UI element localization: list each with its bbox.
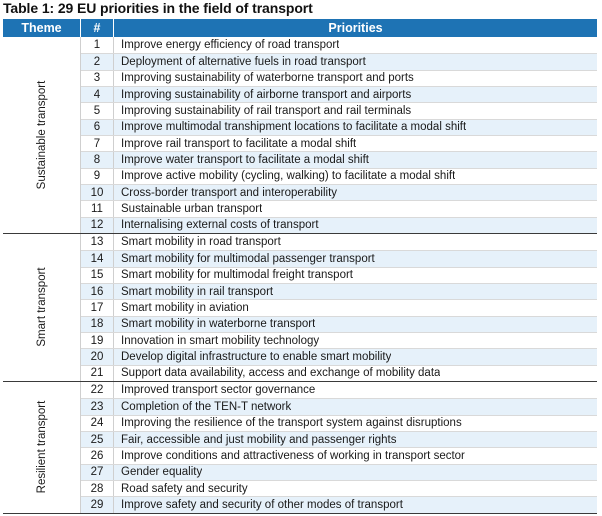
priority-number: 8 [81,152,114,167]
priority-number: 29 [81,497,114,512]
table-row [81,283,597,299]
header-priorities: Priorities [328,21,383,35]
priority-number: 12 [81,218,114,233]
priority-text: Smart mobility for multimodal freight transport [121,269,353,282]
priority-text: Road safety and security [121,482,248,495]
table-row [81,348,597,364]
priority-text: Smart mobility in road transport [121,236,281,249]
priority-number: 10 [81,185,114,200]
table-row [81,53,597,69]
theme-cell [3,234,81,381]
theme-group [3,382,597,513]
priority-text: Improve water transport to facilitate a modal shift [121,153,369,166]
priority-number: 22 [81,382,114,398]
theme-label: Resilient transport [35,400,48,494]
priority-number: 23 [81,399,114,414]
priority-text: Smart mobility in rail transport [121,285,274,298]
priority-text: Improved transport sector governance [121,384,316,397]
header-number: # [81,19,114,37]
priority-number: 18 [81,317,114,332]
table-row [81,447,597,463]
priority-number: 4 [81,87,114,102]
theme-group [3,37,597,234]
priority-text: Smart mobility in aviation [121,301,249,314]
priority-number: 3 [81,71,114,86]
table-header [3,19,597,37]
table-row [81,365,597,381]
priority-number: 17 [81,300,114,315]
table-row [81,168,597,184]
table-row [81,217,597,233]
table-row [81,431,597,447]
group-rows [81,37,597,233]
priority-number: 7 [81,136,114,151]
table-row [81,119,597,135]
priority-number: 6 [81,120,114,135]
priority-number: 19 [81,333,114,348]
table-row [81,184,597,200]
theme-cell [3,382,81,513]
table-row [81,37,597,53]
table-row [81,70,597,86]
priority-text: Improving the resilience of the transport system against disruptions [121,417,462,430]
priority-text: Smart mobility in waterborne transport [121,318,316,331]
table-row [81,332,597,348]
priorities-table [3,19,597,514]
priority-text: Completion of the TEN-T network [121,400,292,413]
priority-text: Improving sustainability of waterborne transport and ports [121,72,414,85]
theme-group [3,234,597,382]
table-row [81,135,597,151]
group-rows [81,382,597,513]
priority-number: 13 [81,234,114,250]
priority-number: 26 [81,448,114,463]
table-row [81,234,597,250]
table-row [81,496,597,512]
priority-text: Internalising external costs of transport [121,219,319,232]
table-caption: Table 1: 29 EU priorities in the field of transport [3,0,313,16]
theme-cell [3,37,81,233]
priority-text: Improve multimodal transhipment locations to facilitate a modal shift [121,121,467,134]
priority-text: Fair, accessible and just mobility and passenger rights [121,433,397,446]
table-row [81,102,597,118]
priority-number: 24 [81,416,114,431]
theme-label: Sustainable transport [35,80,48,190]
priority-text: Improving sustainability of rail transport and rail terminals [121,104,412,117]
table-row [81,398,597,414]
table-row [81,267,597,283]
table-row [81,464,597,480]
priority-number: 9 [81,169,114,184]
priority-number: 20 [81,349,114,364]
priority-text: Cross-border transport and interoperability [121,186,338,199]
priority-number: 25 [81,432,114,447]
priority-number: 16 [81,284,114,299]
priority-text: Smart mobility for multimodal passenger transport [121,252,375,265]
priority-text: Develop digital infrastructure to enable smart mobility [121,350,392,363]
priority-text: Improve active mobility (cycling, walking) to facilitate a modal shift [121,170,456,183]
priority-text: Improving sustainability of airborne transport and airports [121,88,412,101]
theme-label: Smart transport [35,267,48,348]
table-row [81,316,597,332]
priority-number: 21 [81,366,114,381]
table-body [3,37,597,513]
priority-number: 14 [81,251,114,266]
table-row [81,299,597,315]
priority-text: Improve energy efficiency of road transport [121,39,340,52]
table-row [81,151,597,167]
priority-number: 28 [81,481,114,496]
header-theme: Theme [3,19,81,37]
group-rows [81,234,597,381]
table-bottom-rule [3,513,597,514]
priority-number: 11 [81,201,114,216]
priority-text: Improve rail transport to facilitate a modal shift [121,137,357,150]
priority-number: 27 [81,465,114,480]
table-row [81,415,597,431]
table-row [81,250,597,266]
priority-number: 5 [81,103,114,118]
table-row [81,86,597,102]
priority-number: 15 [81,268,114,283]
priority-text: Innovation in smart mobility technology [121,334,320,347]
priority-text: Deployment of alternative fuels in road transport [121,55,366,68]
priority-number: 1 [81,37,114,53]
priority-text: Support data availability, access and exchange of mobility data [121,367,441,380]
priority-text: Sustainable urban transport [121,202,263,215]
table-row [81,382,597,398]
priority-text: Improve safety and security of other modes of transport [121,498,403,511]
table-row [81,480,597,496]
priority-number: 2 [81,54,114,69]
table-row [81,200,597,216]
priority-text: Improve conditions and attractiveness of working in transport sector [121,449,465,462]
priority-text: Gender equality [121,466,203,479]
